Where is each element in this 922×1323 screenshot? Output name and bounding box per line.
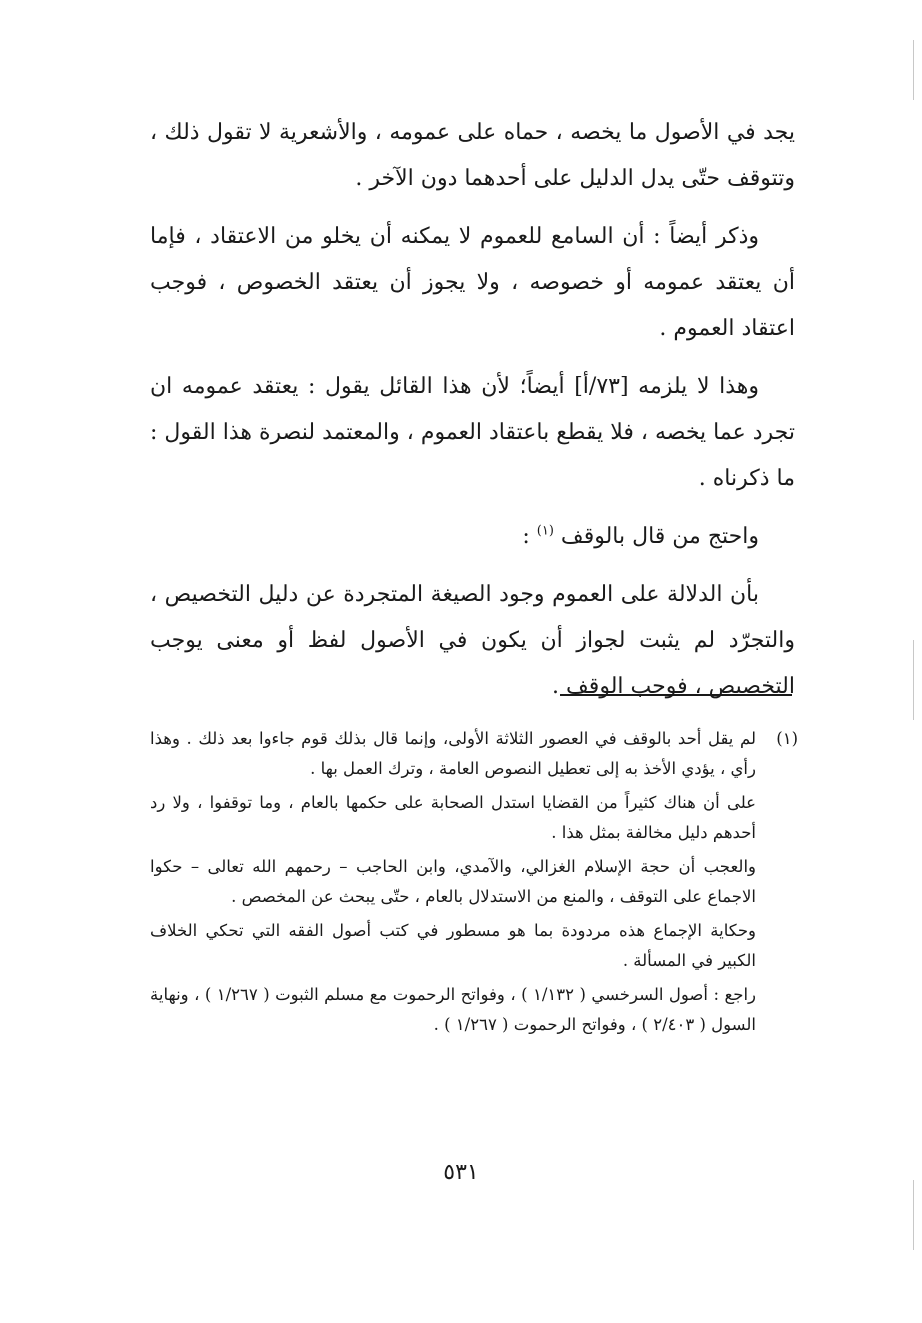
footnote-body <box>150 724 756 1044</box>
scan-edge-mark <box>913 640 914 720</box>
section-heading-colon: : <box>522 524 530 549</box>
scan-edge-mark <box>913 1180 914 1250</box>
section-heading-text: واحتج من قال بالوقف <box>560 524 759 549</box>
footnote-paragraph-2: على أن هناك كثيراً من القضايا استدل الصحابة على حكمها بالعام ، وما توقفوا ، ولا رد أحدهم دليل مخالفة بمثل هذا . <box>150 793 756 842</box>
footnote-paragraph-5: راجع : أصول السرخسي ( ١/١٣٢ ) ، وفواتح الرحموت مع مسلم الثبوت ( ١/٢٦٧ ) ، ونهاية السول ( ٢/٤٠٣ ) ، وفواتح الرحموت ( ١/٢٦٧ ) . <box>150 985 756 1034</box>
footnote-paragraph-1: لم يقل أحد بالوقف في العصور الثلاثة الأولى، وإنما قال بذلك قوم جاءوا بعد ذلك . وهذا رأي ، يؤدي الأخذ به إلى تعطيل النصوص العامة ، وترك العمل بها . <box>150 729 756 778</box>
page-number: ٥٣١ <box>443 1160 479 1185</box>
body-paragraph-2: وذكر أيضاً : أن السامع للعموم لا يمكنه أن يخلو من الاعتقاد ، فإما أن يعتقد عمومه أو خصوصه ، ولا يجوز أن يعتقد الخصوص ، فوجب اعتقاد العموم . <box>150 224 795 341</box>
footnote-1 <box>150 724 798 1044</box>
footnotes <box>150 724 798 1044</box>
body-paragraph-4: بأن الدلالة على العموم وجود الصيغة المتجردة عن دليل التخصيص ، والتجرّد لم يثبت لجواز أن يكون في الأصول لفظ أو معنى يوجب التخصيص ، فوجب الوقف . <box>150 582 795 699</box>
footnote-separator-rule <box>560 694 792 696</box>
footnote-number: (١) <box>776 729 798 748</box>
footnote-paragraph-3: والعجب أن حجة الإسلام الغزالي، والآمدي، وابن الحاجب – رحمهم الله تعالى – حكوا الاجماع على التوقف ، والمنع من الاستدلال بالعام ، حتّى يبحث عن المخصص . <box>150 857 756 906</box>
main-text <box>150 110 795 722</box>
footnote-marker: (١) <box>536 523 554 539</box>
body-paragraph-1: يجد في الأصول ما يخصه ، حماه على عمومه ، والأشعرية لا تقول ذلك ، وتتوقف حتّى يدل الدليل على أحدهما دون الآخر . <box>150 120 795 191</box>
footnote-paragraph-4: وحكاية الإجماع هذه مردودة بما هو مسطور في كتب أصول الفقه التي تحكي الخلاف الكبير في المسألة . <box>150 921 756 970</box>
scan-edge-mark <box>913 40 914 100</box>
body-paragraph-3: وهذا لا يلزمه [٧٣/أ] أيضاً؛ لأن هذا القائل يقول : يعتقد عمومه ان تجرد عما يخصه ، فلا يقطع باعتقاد العموم ، والمعتمد لنصرة هذا القول : ما ذكرناه . <box>150 374 795 491</box>
section-heading <box>150 514 795 560</box>
